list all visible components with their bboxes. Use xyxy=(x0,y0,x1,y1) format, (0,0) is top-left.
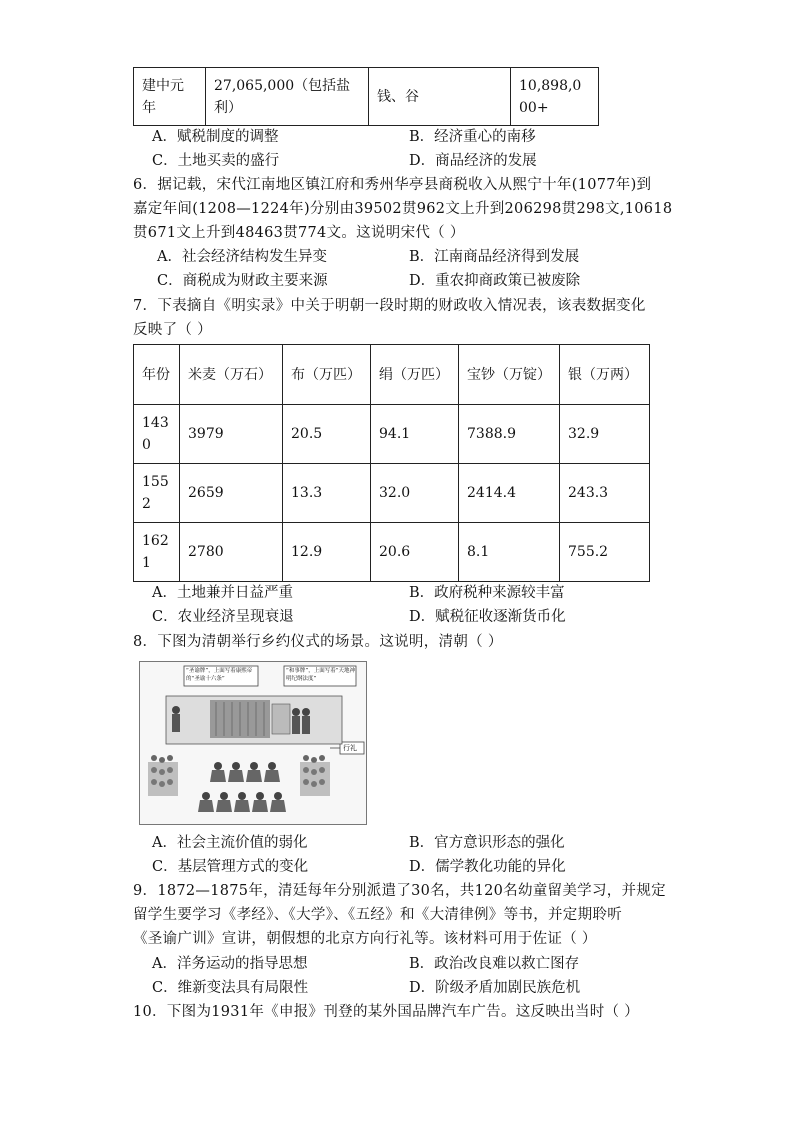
table-header-row xyxy=(134,345,650,405)
q6-option-d: D．重农抑商政策已被废除 xyxy=(409,273,581,289)
table-cell: 7388.9 xyxy=(459,405,560,464)
header-cloth: 布（万匹） xyxy=(283,345,371,405)
table-cell: 2414.4 xyxy=(459,464,560,523)
figure-label-heshi-tablet: “和事牌”，上面写着“天地神明纪纲法度” xyxy=(286,668,356,682)
table-row xyxy=(134,464,650,523)
tax-revenue-table xyxy=(133,67,599,126)
table-cell: 3979 xyxy=(180,405,283,464)
table-row xyxy=(134,405,650,464)
q9-option-b: B．政治改良难以救亡图存 xyxy=(409,956,580,972)
table-cell: 94.1 xyxy=(371,405,459,464)
header-silk: 绢（万匹） xyxy=(371,345,459,405)
figure-label-shengyu-tablet: “圣谕牌”，上面写着康熙帝的“圣谕十六条” xyxy=(186,668,253,682)
table-cell: 1552 xyxy=(134,464,180,523)
q9-option-a: A．洋务运动的指导思想 xyxy=(152,956,308,972)
q6-stem-line1: 6．据记载，宋代江南地区镇江府和秀州华亭县商税收入从熙宁十年(1077年)到 xyxy=(133,177,652,193)
q7-option-a: A．土地兼并日益严重 xyxy=(152,585,293,601)
table-cell: 钱、谷 xyxy=(369,68,511,126)
q9-stem-line2: 留学生要学习《孝经》、《大学》、《五经》和《大清律例》等书，并定期聆听 xyxy=(133,907,622,923)
q6-stem-line2: 嘉定年间(1208—1224年)分别由39502贯962文上升到206298贯298文,10618 xyxy=(133,201,673,217)
table-cell: 12.9 xyxy=(283,523,371,582)
q9-stem-line1: 9．1872—1875年，清廷每年分别派遣了30名，共120名幼童留美学习，并规定 xyxy=(133,883,666,899)
table-cell: 1621 xyxy=(134,523,180,582)
q9-option-d: D．阶级矛盾加剧民族危机 xyxy=(409,980,581,996)
q10-stem-line1: 10．下图为1931年《申报》刊登的某外国品牌汽车广告。这反映出当时（ ） xyxy=(133,1004,640,1020)
table-cell: 2659 xyxy=(180,464,283,523)
header-paper-money: 宝钞（万锭） xyxy=(459,345,560,405)
table-cell: 32.0 xyxy=(371,464,459,523)
table-cell: 32.9 xyxy=(560,405,650,464)
q7-option-d: D．赋税征收逐渐货币化 xyxy=(409,609,566,625)
q9-option-c: C．维新变法具有局限性 xyxy=(152,980,309,996)
table-cell: 20.6 xyxy=(371,523,459,582)
q5-option-c: C．土地买卖的盛行 xyxy=(152,153,280,169)
q7-stem-line2: 反映了（ ） xyxy=(133,322,212,338)
q6-option-b: B．江南商品经济得到发展 xyxy=(409,249,580,265)
header-grain: 米麦（万石） xyxy=(180,345,283,405)
table-cell: 建中元年 xyxy=(134,68,206,126)
table-cell: 10,898,000+ xyxy=(511,68,599,126)
figure-label-xingli: 行礼 xyxy=(343,744,357,752)
table-row xyxy=(134,68,599,126)
q8-option-a: A．社会主流价值的弱化 xyxy=(152,835,308,851)
header-year: 年份 xyxy=(134,345,180,405)
table-cell: 20.5 xyxy=(283,405,371,464)
table-cell: 2780 xyxy=(180,523,283,582)
q8-option-b: B．官方意识形态的强化 xyxy=(409,835,565,851)
table-cell: 755.2 xyxy=(560,523,650,582)
q6-stem-line3: 贯671文上升到48463贯774文。这说明宋代（ ） xyxy=(133,225,465,241)
q6-option-a: A．社会经济结构发生异变 xyxy=(157,249,327,265)
q7-option-c: C．农业经济呈现衰退 xyxy=(152,609,294,625)
q8-option-d: D．儒学教化功能的异化 xyxy=(409,859,566,875)
table-cell: 243.3 xyxy=(560,464,650,523)
table-row xyxy=(134,523,650,582)
q5-option-d: D．商品经济的发展 xyxy=(409,153,537,169)
q7-option-b: B．政府税种来源较丰富 xyxy=(409,585,565,601)
table-cell: 13.3 xyxy=(283,464,371,523)
table-cell: 1430 xyxy=(134,405,180,464)
q8-option-c: C．基层管理方式的变化 xyxy=(152,859,309,875)
xiangyue-ceremony-illustration xyxy=(139,661,367,825)
ceremony-drawing xyxy=(140,662,366,824)
q5-option-b: B．经济重心的南移 xyxy=(409,129,536,145)
table-cell: 8.1 xyxy=(459,523,560,582)
header-silver: 银（万两） xyxy=(560,345,650,405)
q5-option-a: A．赋税制度的调整 xyxy=(152,129,279,145)
q8-stem-line1: 8．下图为清朝举行乡约仪式的场景。这说明，清朝（ ） xyxy=(133,634,503,650)
q6-option-c: C．商税成为财政主要来源 xyxy=(157,273,328,289)
table-cell: 27,065,000（包括盐利） xyxy=(206,68,369,126)
q9-stem-line3: 《圣谕广训》宣讲，朝假想的北京方向行礼等。该材料可用于佐证（ ） xyxy=(133,931,597,947)
ming-revenue-table xyxy=(133,344,650,582)
q7-stem-line1: 7．下表摘自《明实录》中关于明朝一段时期的财政收入情况表，该表数据变化 xyxy=(133,298,646,314)
